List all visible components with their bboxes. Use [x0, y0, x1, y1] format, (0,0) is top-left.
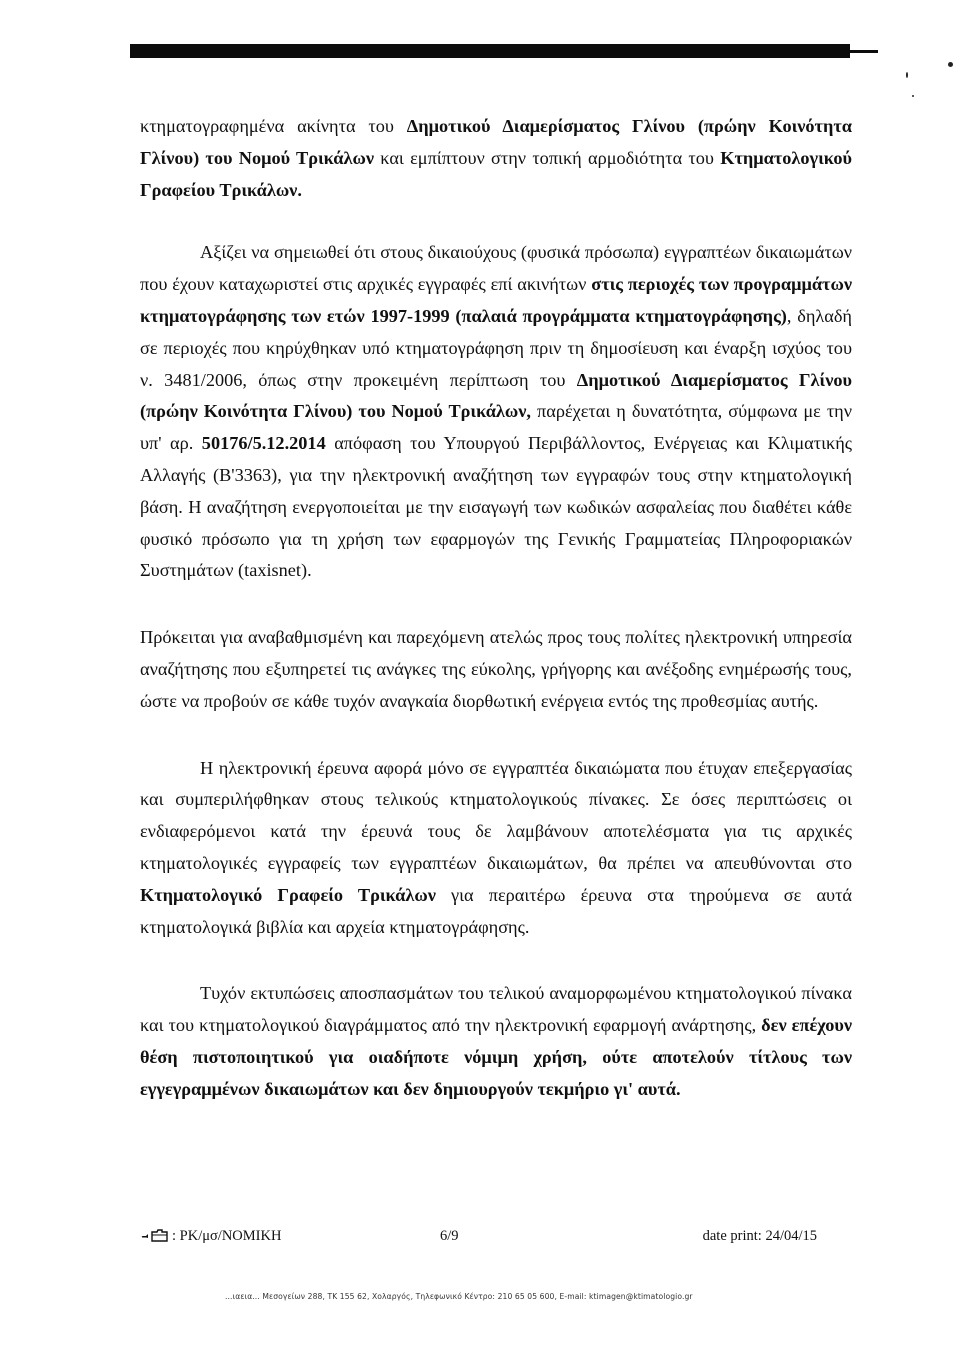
page-number: 6/9 [440, 1228, 459, 1244]
bold-text-run: Δημοτικού Διαμερίσματος Γλίνου (πρώην Κοινότητα Γλίνου) του Νομού Τρικάλων, [140, 369, 852, 422]
file-reference [140, 1228, 281, 1245]
text-run: παρέχεται η δυνατότητα, σύμφωνα με την υπ' αρ. [140, 401, 853, 454]
text-run: απόφαση του Υπουργού Περιβάλλοντος, Ενέργειας και Κλιματικής Αλλαγής (Β'3363), για την ηλεκτρονική αναζήτηση των εγγραφών τους στην κτηματολογική βάση. Η αναζήτηση ενεργοποιείται με την εισαγωγή των κωδικών ασφαλείας που διαθέτει κάθε φυσικό πρόσωπο για τη χρήση των εφαρμογών της Γενικής Γραμματείας Πληροφοριακών Συστημάτων (taxisnet). [140, 433, 852, 581]
scan-speck [912, 95, 914, 97]
top-border-bar-tail [850, 50, 878, 53]
bold-text-run: δεν επέχουν θέση πιστοποιητικού για οιαδήποτε νόμιμη χρήση, ούτε αποτελούν τίτλους των εγγεγραμμένων δικαιωμάτων και δεν δημιουργούν τεκμήριο γι' αυτά. [140, 1015, 852, 1099]
text-run: και εμπίπτουν στην τοπική αρμοδιότητα του [374, 147, 721, 168]
page-footer [140, 1228, 852, 1250]
scan-speck [906, 72, 908, 78]
paragraph-disclaimer [140, 978, 852, 1105]
text-run: Τυχόν εκτυπώσεις αποσπασμάτων του τελικού αναμορφωμένου κτηματολογικού πίνακα και του κτηματολογικού διαγράμματος από την ηλεκτρονική εφαρμογή ανάρτησης, [140, 983, 852, 1036]
text-run: Η ηλεκτρονική έρευνα αφορά μόνο σε εγγραπτέα δικαιώματα που έτυχαν επεξεργασίας και συμπεριλήφθηκαν στους τελικούς κτηματολογικούς πίνακες. Σε όσες περιπτώσεις οι ενδιαφερόμενοι κατά την έρευνά τους δε λαμβάνουν αποτελέσματα για τις αρχικές κτηματολογικές εγγραφείς των εγγραπτέων δικαιωμάτων, θα πρέπει να απευθύνονται στο [140, 757, 852, 873]
file-reference-text: : PK/μσ/NOMIKH [172, 1228, 282, 1244]
text-run: για περαιτέρω έρευνα στα τηρούμενα σε αυτά κτηματολογικά βιβλία και αρχεία κτηματογράφησης. [140, 884, 852, 937]
text-run: , δηλαδή σε περιοχές που κηρύχθηκαν υπό κτηματογράφηση πριν τη δημοσίευση και έναρξη ισχύος του ν. 3481/2006, όπως στην προκειμένη περίπτωση του [140, 305, 852, 390]
bold-text-run: 50176/5.12.2014 [201, 433, 326, 454]
scan-speck [948, 62, 953, 67]
folder-pointer-icon [140, 1228, 170, 1243]
top-border-bar [130, 44, 850, 58]
paragraph-service-description [140, 622, 852, 717]
paragraph-electronic-search [140, 237, 852, 587]
text-run: Πρόκειται για αναβαθμισμένη και παρεχόμενη ατελώς προς τους πολίτες ηλεκτρονική υπηρεσία αναζήτησης που εξυπηρετεί τις ανάγκες της εύκολης, γρήγορης και ανέξοδης ενημέρωσής τους, ώστε να προβούν σε κάθε τυχόν αναγκαία διορθωτική ενέργεια εντός της προθεσμίας αυτής. [140, 627, 852, 711]
footer-address: ...ιαεια... Μεσογείων 288, ΤΚ 155 62, Χολαργός, Τηλεφωνικό Κέντρο: 210 65 05 600, E-mail: ktimagen@ktimatologio.gr [225, 1292, 693, 1301]
bold-text-run: Κτηματολογικό Γραφείο Τρικάλων [140, 884, 436, 905]
date-print: date print: 24/04/15 [702, 1228, 817, 1244]
bold-text-run: στις περιοχές των προγραμμάτων κτηματογράφησης των ετών 1997-1999 (παλαιά προγράμματα κτηματογράφησης) [140, 274, 852, 326]
paragraph-intro [140, 111, 852, 206]
text-run: Αξίζει να σημειωθεί ότι στους δικαιούχους (φυσικά πρόσωπα) εγγραπτέων δικαιωμάτων που έχουν καταχωριστεί στις αρχικές εγγραφές επί ακινήτων [140, 242, 852, 295]
document-body [140, 111, 852, 1106]
paragraph-search-scope [140, 753, 852, 944]
bold-text-run: Δημοτικού Διαμερίσματος Γλίνου (πρώην Κοινότητα Γλίνου) του Νομού Τρικάλων [140, 116, 852, 168]
bold-text-run: Κτηματολογικού Γραφείου Τρικάλων. [140, 147, 852, 200]
text-run: κτηματογραφημένα ακίνητα του [140, 116, 407, 136]
